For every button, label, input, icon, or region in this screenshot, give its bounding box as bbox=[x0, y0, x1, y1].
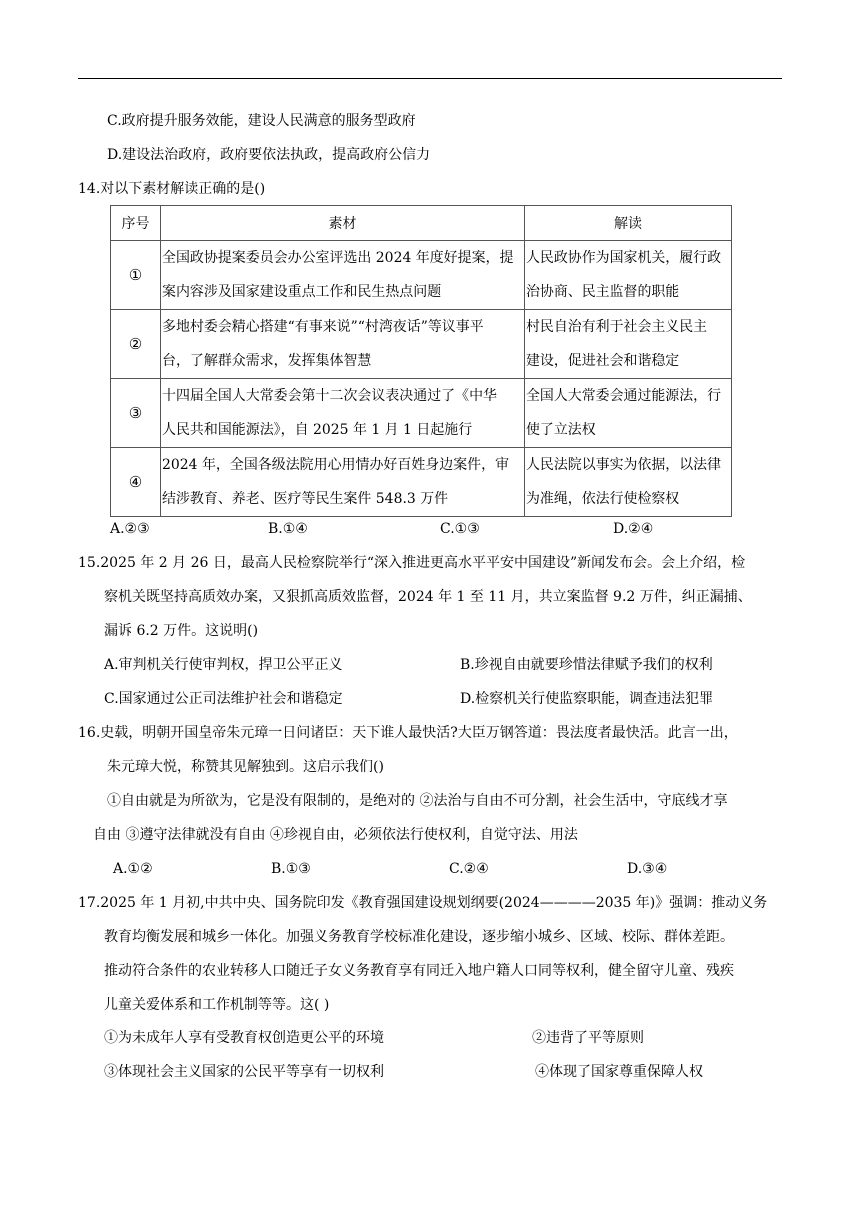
q15-stem-line-1: 15.2025 年 2 月 26 日，最高人民检察院举行“深入推进更高水平平安中国建设”新闻发布会。会上介绍，检 bbox=[78, 555, 746, 571]
table-header-row bbox=[111, 206, 732, 241]
q17-stem-line-1: 17.2025 年 1 月初,中共中央、国务院印发《教育强国建设规划纲要(2024————2035 年)》强调：推动义务 bbox=[78, 895, 768, 911]
row-material bbox=[161, 448, 525, 517]
q14-stem: 14.对以下素材解读正确的是() bbox=[78, 181, 266, 197]
row-number: ① bbox=[111, 241, 161, 310]
q17-statement-3: ③体现社会主义国家的公民平等享有一切权利 bbox=[104, 1064, 384, 1080]
material-line: 案内容涉及国家建设重点工作和民生热点问题 bbox=[162, 284, 442, 300]
row-material bbox=[161, 379, 525, 448]
material-line: 多地村委会精心搭建“有事来说”“村湾夜话”等议事平 bbox=[162, 319, 484, 335]
q16-option-d[interactable]: D.③④ bbox=[627, 861, 668, 877]
material-line: 十四届全国人大常委会第十二次会议表决通过了《中华 bbox=[162, 388, 497, 404]
material-line: 结涉教育、养老、医疗等民生案件 548.3 万件 bbox=[162, 491, 449, 507]
interpretation-line: 建设，促进社会和谐稳定 bbox=[526, 353, 680, 369]
interpretation-line: 人民法院以事实为依据，以法律 bbox=[526, 457, 722, 473]
table-row bbox=[111, 379, 732, 448]
q16-stem-line-1: 16.史载，明朝开国皇帝朱元璋一日问诸臣：天下谁人最快活?大臣万钢答道：畏法度者最快活。此言一出， bbox=[78, 725, 738, 741]
interpretation-line: 人民政协作为国家机关，履行政 bbox=[526, 250, 722, 266]
table-row bbox=[111, 310, 732, 379]
interpretation-line: 全国人大常委会通过能源法，行 bbox=[526, 388, 722, 404]
q16-stem-line-2: 朱元璋大悦，称赞其见解独到。这启示我们() bbox=[107, 759, 384, 775]
q17-statement-1: ①为未成年人享有受教育权创造更公平的环境 bbox=[104, 1030, 384, 1046]
interpretation-line: 为准绳，依法行使检察权 bbox=[526, 491, 680, 507]
q15-option-a[interactable]: A.审判机关行使审判权，捍卫公平正义 bbox=[104, 657, 343, 673]
q17-statement-2: ②违背了平等原则 bbox=[532, 1030, 644, 1046]
header-interpretation: 解读 bbox=[525, 206, 732, 241]
row-number: ② bbox=[111, 310, 161, 379]
row-interpretation bbox=[525, 310, 732, 379]
q13-option-d[interactable]: D.建设法治政府，政府要依法执政，提高政府公信力 bbox=[107, 147, 431, 163]
q15-option-b[interactable]: B.珍视自由就要珍惜法律赋予我们的权利 bbox=[460, 657, 713, 673]
q14-option-a[interactable]: A.②③ bbox=[110, 521, 150, 537]
q17-stem-line-3: 推动符合条件的农业转移人口随迁子女义务教育享有同迁入地户籍人口同等权利，健全留守儿童、残疾 bbox=[104, 963, 734, 979]
q17-stem-line-2: 教育均衡发展和城乡一体化。加强义务教育学校标准化建设，逐步缩小城乡、区域、校际、群体差距。 bbox=[104, 929, 734, 945]
q17-stem-line-4: 儿童关爱体系和工作机制等等。这( ) bbox=[104, 997, 330, 1013]
q16-option-c[interactable]: C.②④ bbox=[449, 861, 489, 877]
q16-statements-line-1: ①自由就是为所欲为，它是没有限制的，是绝对的 ②法治与自由不可分割，社会生活中，守底线才享 bbox=[107, 793, 728, 809]
q14-material-table bbox=[110, 205, 732, 517]
interpretation-line: 使了立法权 bbox=[526, 422, 596, 438]
material-line: 2024 年，全国各级法院用心用情办好百姓身边案件，审 bbox=[162, 457, 510, 473]
header-material: 素材 bbox=[161, 206, 525, 241]
q14-option-b[interactable]: B.①④ bbox=[268, 521, 308, 537]
q15-option-d[interactable]: D.检察机关行使监察职能，调查违法犯罪 bbox=[460, 691, 714, 707]
row-material bbox=[161, 241, 525, 310]
q14-option-c[interactable]: C.①③ bbox=[440, 521, 480, 537]
header-number: 序号 bbox=[111, 206, 161, 241]
material-line: 人民共和国能源法》，自 2025 年 1 月 1 日起施行 bbox=[162, 422, 473, 438]
q15-option-c[interactable]: C.国家通过公正司法维护社会和谐稳定 bbox=[104, 691, 343, 707]
q16-statements-line-2: 自由 ③遵守法律就没有自由 ④珍视自由，必须依法行使权利，自觉守法、用法 bbox=[93, 827, 578, 843]
interpretation-line: 治协商、民主监督的职能 bbox=[526, 284, 680, 300]
header-rule bbox=[78, 78, 782, 79]
row-interpretation bbox=[525, 379, 732, 448]
table-row bbox=[111, 448, 732, 517]
q16-option-b[interactable]: B.①③ bbox=[271, 861, 311, 877]
row-material bbox=[161, 310, 525, 379]
interpretation-line: 村民自治有利于社会主义民主 bbox=[526, 319, 708, 335]
q15-stem-line-2: 察机关既坚持高质效办案，又狠抓高质效监督，2024 年 1 至 11 月，共立案监督 9.2 万件，纠正漏捕、 bbox=[104, 589, 752, 605]
row-interpretation bbox=[525, 448, 732, 517]
material-line: 台，了解群众需求，发挥集体智慧 bbox=[162, 353, 372, 369]
row-number: ④ bbox=[111, 448, 161, 517]
material-line: 全国政协提案委员会办公室评选出 2024 年度好提案，提 bbox=[162, 250, 514, 266]
q13-option-c[interactable]: C.政府提升服务效能，建设人民满意的服务型政府 bbox=[107, 113, 416, 129]
row-number: ③ bbox=[111, 379, 161, 448]
q14-option-d[interactable]: D.②④ bbox=[613, 521, 654, 537]
q15-stem-line-3: 漏诉 6.2 万件。这说明() bbox=[104, 623, 259, 639]
q17-statement-4: ④体现了国家尊重保障人权 bbox=[535, 1064, 703, 1080]
table-row bbox=[111, 241, 732, 310]
q16-option-a[interactable]: A.①② bbox=[113, 861, 153, 877]
row-interpretation bbox=[525, 241, 732, 310]
